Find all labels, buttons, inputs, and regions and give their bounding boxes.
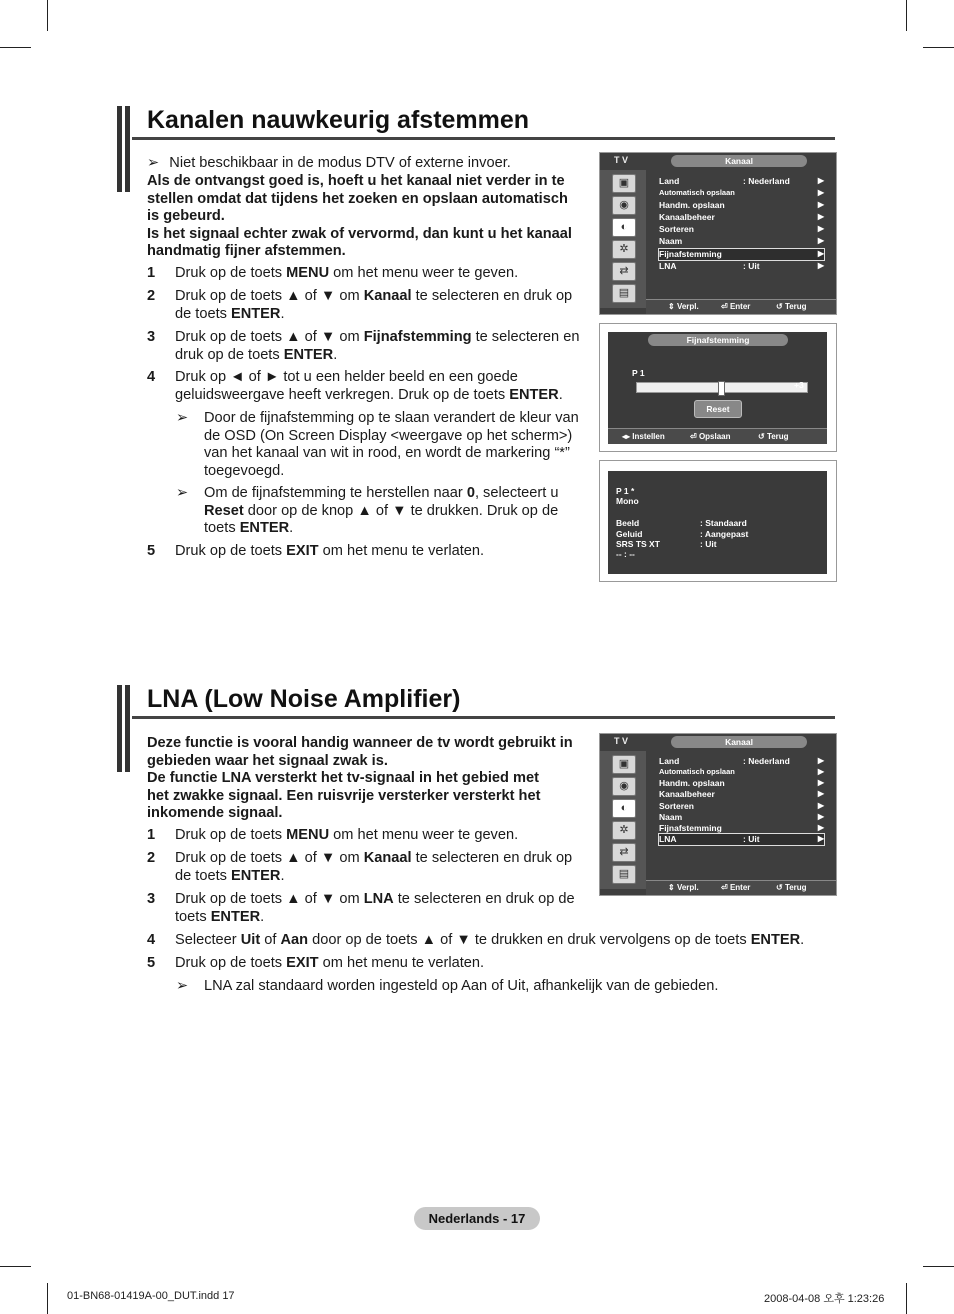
menu-item-label: Fijnafstemming xyxy=(659,823,722,833)
step-number: 2 xyxy=(147,288,156,304)
subnote-line: Reset door op de knop ▲ of ▼ te drukken. Druk op de xyxy=(204,502,559,519)
menu-item-sort[interactable] xyxy=(659,224,824,235)
section-bar xyxy=(125,685,130,772)
menu-footer xyxy=(646,880,836,895)
step-number: 3 xyxy=(147,891,156,907)
arrow-icon: ➢ xyxy=(176,485,189,501)
arrow-right-icon: ▶ xyxy=(817,823,824,832)
menu-item-value: : Nederland xyxy=(743,756,790,766)
intro-line: Als de ontvangst goed is, hoeft u het kanaal niet verder in te xyxy=(147,173,565,189)
menu-item-label: Land xyxy=(659,176,680,186)
subnote-line: toets ENTER. xyxy=(204,520,294,536)
adjust-hint: ◂▸ Instellen xyxy=(622,432,665,441)
menu-item-label: Handm. opslaan xyxy=(659,200,725,210)
move-label: Verpl. xyxy=(676,883,699,892)
crop-mark xyxy=(923,1266,954,1267)
menu-item-label: Fijnafstemming xyxy=(659,249,722,259)
step-text xyxy=(175,369,563,404)
step-text: Druk op de toets EXIT om het menu te verlaten. xyxy=(175,543,485,559)
digital-icon[interactable]: ▤ xyxy=(612,865,636,884)
menu-item-auto-store[interactable] xyxy=(659,767,824,778)
step-number: 3 xyxy=(147,329,156,345)
enter-label: Enter xyxy=(729,883,751,892)
menu-sidebar xyxy=(600,170,646,308)
step-number: 2 xyxy=(147,850,156,866)
setup-icon[interactable]: ✲ xyxy=(612,821,636,840)
arrow-right-icon: ▶ xyxy=(817,834,824,843)
section-title: LNA (Low Noise Amplifier) xyxy=(147,685,461,713)
step-text: Druk op de toets MENU om het menu weer te geven. xyxy=(175,827,519,843)
menu-item-manual-store[interactable] xyxy=(659,200,824,211)
picture-icon[interactable]: ▣ xyxy=(612,755,636,774)
tv-label: T V xyxy=(614,155,629,165)
move-hint: ⇕ Verpl. xyxy=(668,883,699,892)
menu-item-label: Naam xyxy=(659,812,683,822)
intro-line: De functie LNA versterkt het tv-signaal in het gebied met xyxy=(147,770,539,786)
input-icon[interactable]: ⇄ xyxy=(612,262,636,281)
menu-item-label: Kanaalbeheer xyxy=(659,212,715,222)
footer-filename: 01-BN68-01419A-00_DUT.indd 17 xyxy=(67,1290,235,1302)
arrow-right-icon: ▶ xyxy=(817,778,824,787)
enter-hint: ⏎ Enter xyxy=(721,883,751,892)
step-line: toets ENTER. xyxy=(175,908,265,925)
arrow-right-icon: ▶ xyxy=(817,200,824,209)
back-hint: ↺ Terug xyxy=(776,883,807,892)
fine-tune-panel xyxy=(599,323,837,452)
sound-icon[interactable]: ◉ xyxy=(612,196,636,215)
info-label: Beeld xyxy=(616,518,640,528)
intro-line: handmatig fijner afstemmen. xyxy=(147,243,346,259)
menu-header: Kanaal xyxy=(671,736,807,748)
step-line: de toets ENTER. xyxy=(175,305,285,322)
back-label: Terug xyxy=(766,432,789,441)
info-label: SRS TS XT xyxy=(616,539,660,549)
step-line: geluidsweergave heeft verkregen. Druk op de toets ENTER. xyxy=(175,386,563,403)
back-hint: ↺ Terug xyxy=(776,302,807,311)
channel-number: P 1 * xyxy=(616,486,635,496)
move-hint: ⇕ Verpl. xyxy=(668,302,699,311)
menu-item-channel-manager[interactable] xyxy=(659,212,824,223)
menu-footer xyxy=(646,299,836,314)
enter-hint: ⏎ Enter xyxy=(721,302,751,311)
step-line: Druk op ◄ of ► tot u een helder beeld en een goede xyxy=(175,369,518,385)
enter-label: Enter xyxy=(729,302,751,311)
slider-knob[interactable] xyxy=(718,381,725,396)
tv-menu-channel xyxy=(599,152,837,315)
section-rule xyxy=(132,137,835,140)
step-line: druk op de toets ENTER. xyxy=(175,346,338,363)
menu-item-label: Kanaalbeheer xyxy=(659,789,715,799)
step-line: Druk op de toets ▲ of ▼ om Fijnafstemming te selecteren en xyxy=(175,329,580,345)
digital-icon[interactable]: ▤ xyxy=(612,284,636,303)
menu-sidebar xyxy=(600,751,646,889)
arrow-icon: ➢ xyxy=(176,978,189,994)
info-value: : Uit xyxy=(700,539,717,549)
slider-value: +3 xyxy=(794,380,804,390)
arrow-right-icon: ▶ xyxy=(817,261,824,270)
back-label: Terug xyxy=(784,883,807,892)
crop-mark xyxy=(923,47,954,48)
section-bar xyxy=(125,106,130,192)
note-text: Niet beschikbaar in de modus DTV of externe invoer. xyxy=(169,155,511,171)
arrow-right-icon: ▶ xyxy=(817,236,824,245)
menu-header: Kanaal xyxy=(671,155,807,167)
audio-mode: Mono xyxy=(616,496,639,506)
back-hint: ↺ Terug xyxy=(758,432,789,441)
menu-item-channel-manager[interactable] xyxy=(659,789,824,800)
channel-number: P 1 xyxy=(632,368,645,378)
step-text: Druk op de toets EXIT om het menu te verlaten. xyxy=(175,955,485,971)
back-label: Terug xyxy=(784,302,807,311)
arrow-right-icon: ▶ xyxy=(817,789,824,798)
move-label: Verpl. xyxy=(676,302,699,311)
step-text: Druk op de toets MENU om het menu weer te geven. xyxy=(175,265,519,281)
info-value: : Standaard xyxy=(700,518,747,528)
tv-menu-channel-lna xyxy=(599,733,837,896)
save-label: Opslaan xyxy=(698,432,731,441)
subnote-line: van het kanaal van wit in rood, en wordt de markering “*” xyxy=(204,445,570,461)
menu-item-fine-tune[interactable] xyxy=(659,249,824,260)
info-value: : Aangepast xyxy=(700,529,749,539)
menu-item-sort[interactable] xyxy=(659,801,824,812)
reset-button[interactable]: Reset xyxy=(694,400,742,418)
step-number: 5 xyxy=(147,955,156,971)
step-line: de toets ENTER. xyxy=(175,867,285,884)
crop-mark xyxy=(0,47,31,48)
menu-item-label: Sorteren xyxy=(659,801,694,811)
arrow-right-icon: ▶ xyxy=(817,249,824,258)
channel-info-panel xyxy=(599,460,837,582)
menu-item-land[interactable] xyxy=(659,176,824,187)
menu-item-lna[interactable] xyxy=(659,834,824,845)
section-rule xyxy=(132,716,835,719)
menu-item-name[interactable] xyxy=(659,236,824,247)
step-line: Druk op de toets ▲ of ▼ om Kanaal te selecteren en druk op xyxy=(175,288,573,304)
menu-item-label: Land xyxy=(659,756,680,766)
crop-mark xyxy=(47,0,48,31)
step-number: 5 xyxy=(147,543,156,559)
menu-item-value: : Uit xyxy=(743,261,760,271)
subnote-line: Door de fijnafstemming op te slaan verandert de kleur van xyxy=(204,410,579,426)
arrow-right-icon: ▶ xyxy=(817,224,824,233)
arrow-right-icon: ▶ xyxy=(817,801,824,810)
section-bar xyxy=(117,685,122,772)
subnote-line: de OSD (On Screen Display <weergave op het scherm>) xyxy=(204,427,573,444)
subnote-text xyxy=(204,485,559,538)
channel-icon[interactable]: ◐ xyxy=(612,799,636,818)
step-number: 1 xyxy=(147,827,156,843)
intro-line: inkomende signaal. xyxy=(147,805,283,821)
arrow-icon: ➢ xyxy=(147,155,160,171)
fine-tune-slider[interactable] xyxy=(636,382,808,393)
setup-icon[interactable]: ✲ xyxy=(612,240,636,259)
menu-item-label: LNA xyxy=(659,834,677,844)
subnote-line: toegevoegd. xyxy=(204,462,285,479)
step-text xyxy=(175,891,575,926)
step-text: Selecteer Uit of Aan door op de toets ▲ of ▼ te drukken en druk vervolgens op de toets ENTER. xyxy=(175,932,805,948)
clock: -- : -- xyxy=(616,549,635,559)
page-number-badge: Nederlands - 17 xyxy=(414,1207,540,1230)
menu-item-value: : Nederland xyxy=(743,176,790,186)
intro-line: gebieden waar het signaal zwak is. xyxy=(147,752,388,769)
menu-item-label: Sorteren xyxy=(659,224,694,234)
section-title: Kanalen nauwkeurig afstemmen xyxy=(147,106,530,134)
step-number: 4 xyxy=(147,932,156,948)
arrow-icon: ➢ xyxy=(176,410,189,426)
tv-label: T V xyxy=(614,736,629,746)
arrow-right-icon: ▶ xyxy=(817,812,824,821)
step-text xyxy=(175,329,579,364)
subnote-text: LNA zal standaard worden ingesteld op Aan of Uit, afhankelijk van de gebieden. xyxy=(204,978,719,994)
section-bar xyxy=(117,106,122,192)
sound-icon[interactable]: ◉ xyxy=(612,777,636,796)
menu-item-label: LNA xyxy=(659,261,677,271)
fine-tune-header: Fijnafstemming xyxy=(648,334,788,346)
channel-info-screen xyxy=(608,471,827,574)
menu-item-label: Naam xyxy=(659,236,683,246)
subnote-line: Om de fijnafstemming te herstellen naar 0, selecteert u xyxy=(204,485,559,501)
step-line: Druk op de toets ▲ of ▼ om LNA te selecteren en druk op de xyxy=(175,891,575,907)
step-text xyxy=(175,850,572,885)
save-hint: ⏎ Opslaan xyxy=(690,432,731,441)
subnote-text xyxy=(204,410,579,480)
fine-tune-footer xyxy=(608,428,827,444)
menu-item-land[interactable] xyxy=(659,756,824,767)
step-number: 1 xyxy=(147,265,156,281)
crop-mark xyxy=(906,1283,907,1314)
intro-line: het zwakke signaal. Een ruisvrije versterker versterkt het xyxy=(147,787,541,804)
menu-item-name[interactable] xyxy=(659,812,824,823)
menu-item-value: : Uit xyxy=(743,834,760,844)
arrow-right-icon: ▶ xyxy=(817,212,824,221)
picture-icon[interactable]: ▣ xyxy=(612,174,636,193)
menu-item-auto-store[interactable] xyxy=(659,188,824,199)
input-icon[interactable]: ⇄ xyxy=(612,843,636,862)
menu-item-manual-store[interactable] xyxy=(659,778,824,789)
crop-mark xyxy=(47,1283,48,1314)
arrow-right-icon: ▶ xyxy=(817,767,824,776)
intro-line: is gebeurd. xyxy=(147,208,225,224)
intro-line: stellen omdat dat tijdens het zoeken en opslaan automatisch xyxy=(147,190,568,207)
menu-item-label: Handm. opslaan xyxy=(659,778,725,788)
step-number: 4 xyxy=(147,369,156,385)
menu-item-lna[interactable] xyxy=(659,261,824,272)
crop-mark xyxy=(906,0,907,31)
fine-tune-screen xyxy=(608,332,827,444)
note-line xyxy=(147,155,511,173)
footer-timestamp: 2008-04-08 오후 1:23:26 xyxy=(764,1293,885,1305)
arrow-right-icon: ▶ xyxy=(817,176,824,185)
intro-bold xyxy=(147,173,572,261)
arrow-right-icon: ▶ xyxy=(817,188,824,197)
intro-line: Is het signaal echter zwak of vervormd, dan kunt u het kanaal xyxy=(147,225,572,242)
menu-item-label: Automatisch opslaan xyxy=(659,767,735,776)
info-label: Geluid xyxy=(616,529,643,539)
arrow-right-icon: ▶ xyxy=(817,756,824,765)
channel-icon[interactable]: ◐ xyxy=(612,218,636,237)
adjust-label: Instellen xyxy=(632,432,665,441)
intro-line: Deze functie is vooral handig wanneer de tv wordt gebruikt in xyxy=(147,735,573,751)
step-text xyxy=(175,288,572,323)
step-line: Druk op de toets ▲ of ▼ om Kanaal te selecteren en druk op xyxy=(175,850,573,866)
menu-item-label: Automatisch opslaan xyxy=(659,188,735,197)
crop-mark xyxy=(0,1266,31,1267)
menu-item-fine-tune[interactable] xyxy=(659,823,824,834)
intro-bold xyxy=(147,735,573,823)
